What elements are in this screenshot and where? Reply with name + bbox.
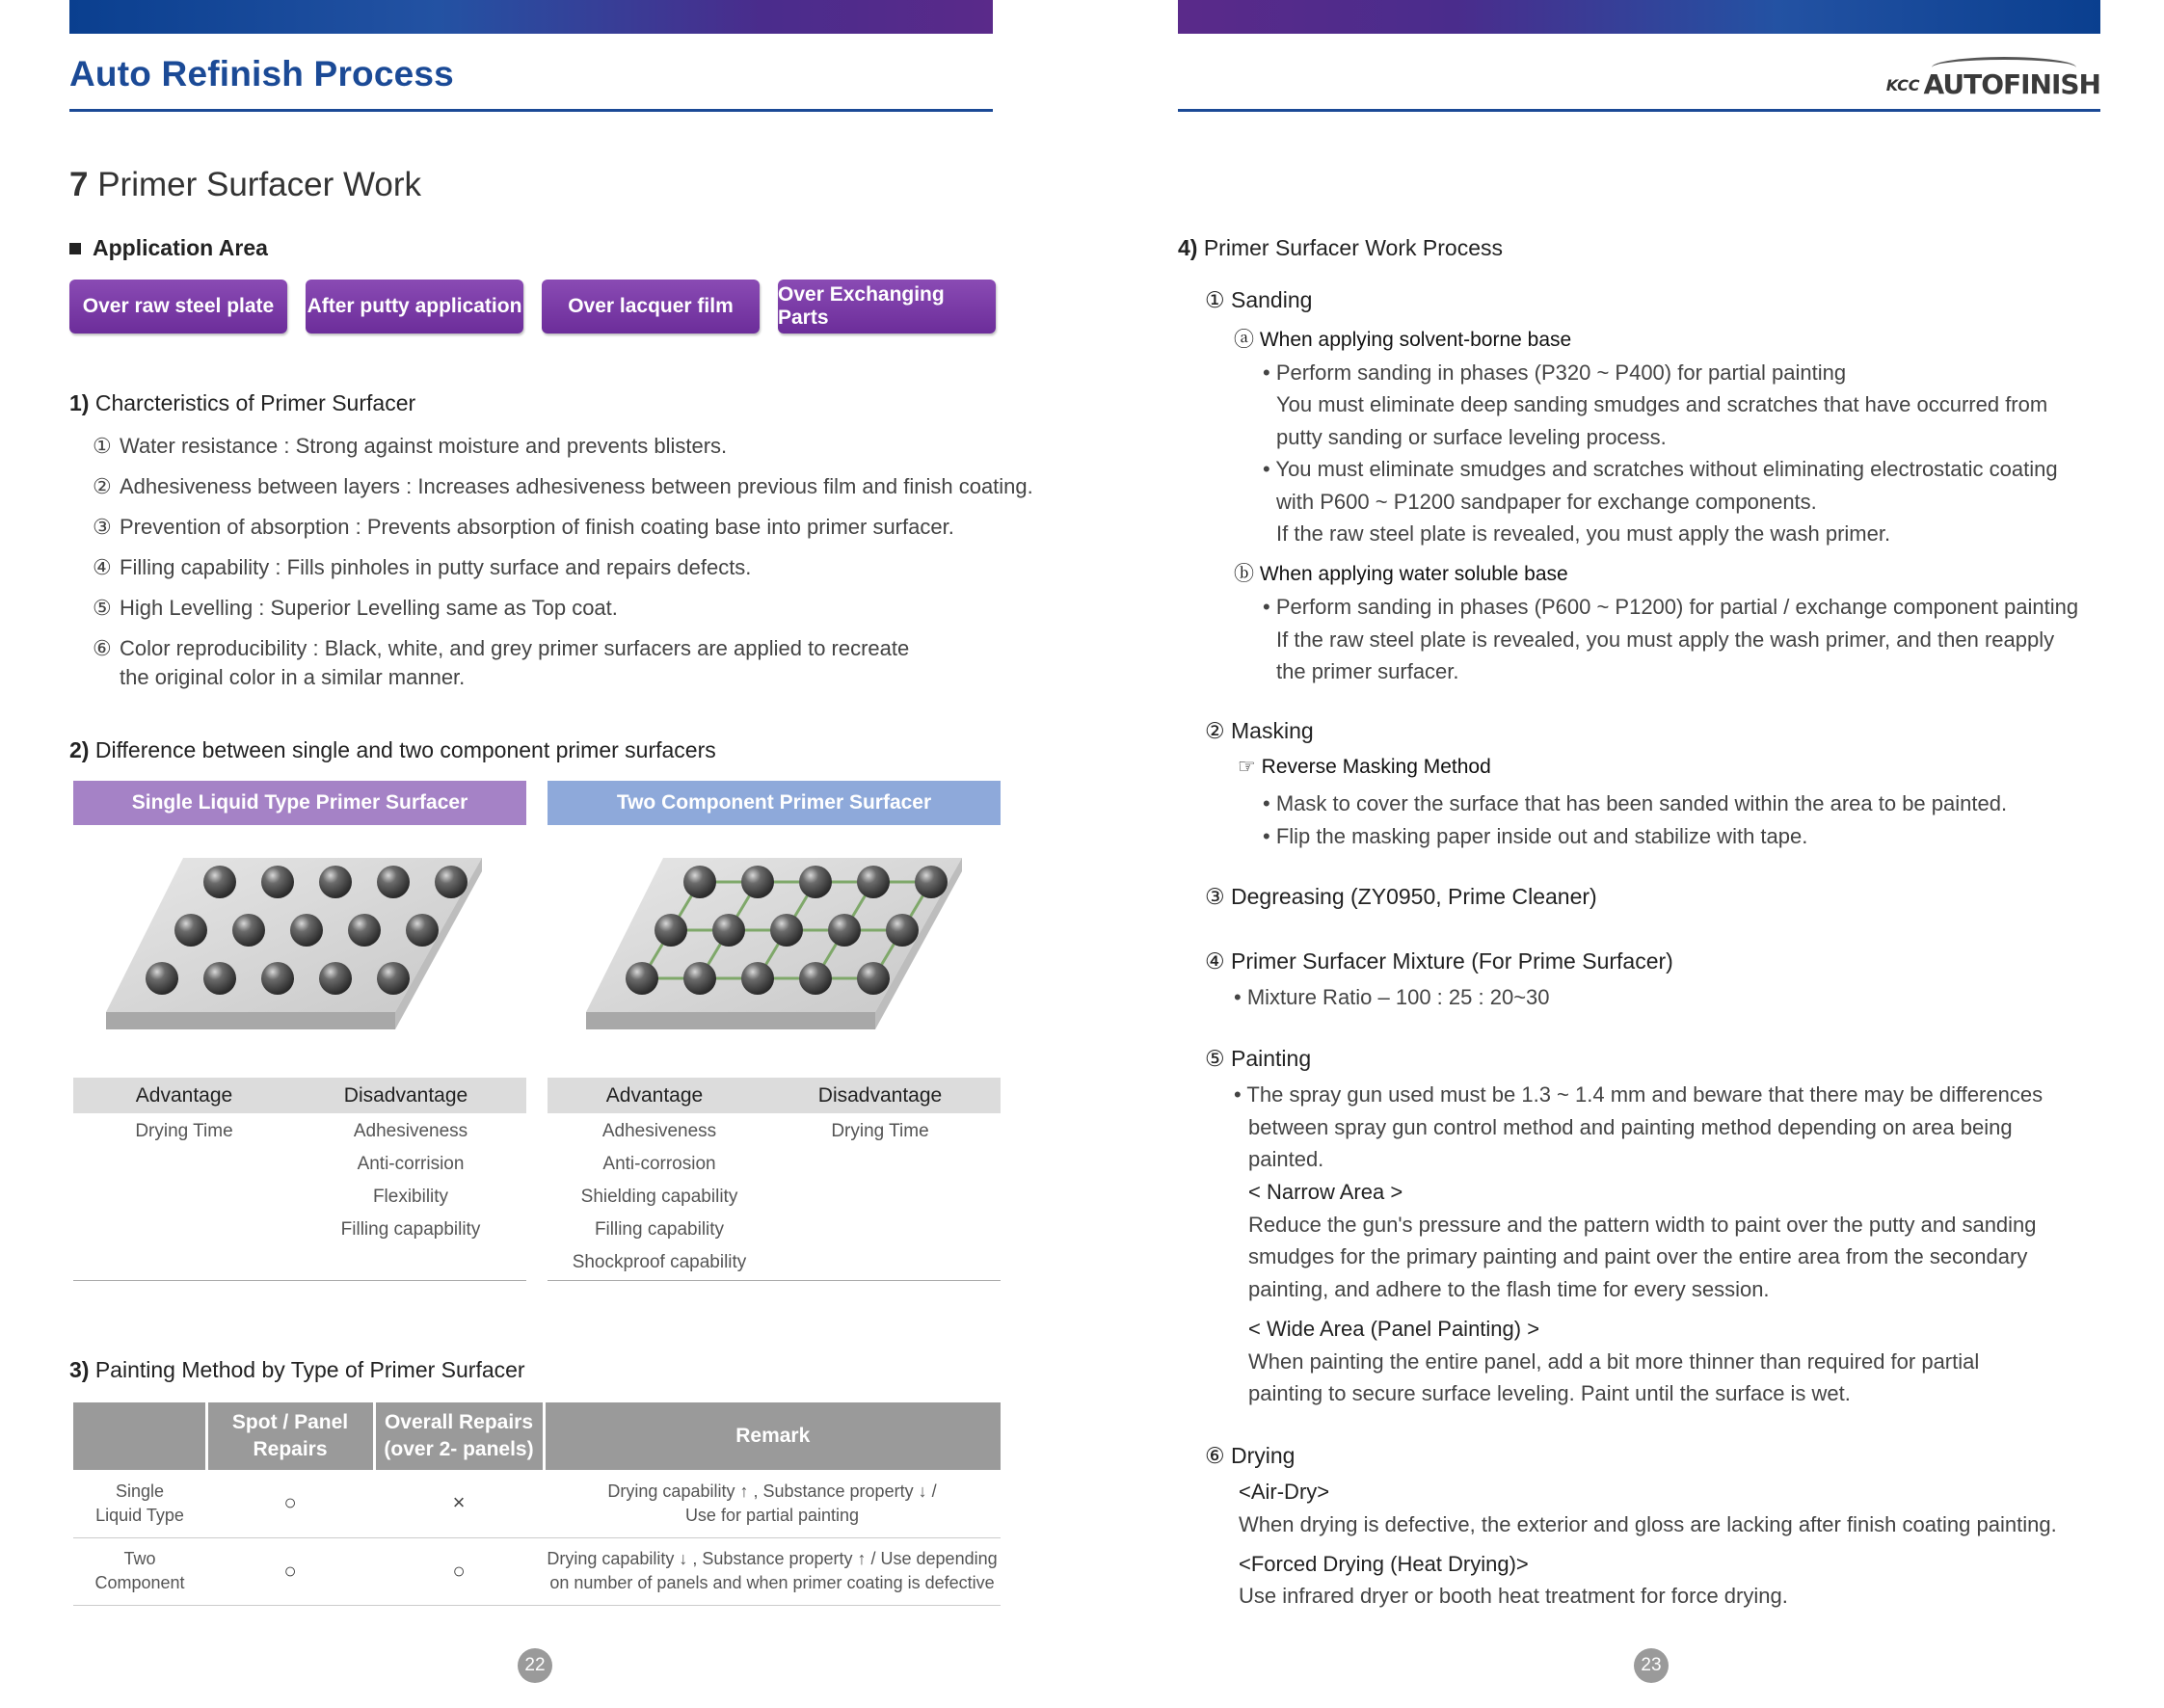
particle-ball (741, 962, 774, 995)
pill-after-putty: After putty application (306, 280, 523, 334)
painting-line: between spray gun control method and painting method depending on area being (1248, 1115, 2013, 1139)
particle-ball (799, 962, 832, 995)
sanding-b-line: If the raw steel plate is revealed, you must apply the wash primer, and then reapply (1276, 627, 2055, 652)
single-advantages: Drying Time (135, 1121, 233, 1141)
list-item-continuation: the original color in a similar manner. (120, 665, 466, 689)
table-cell: × (374, 1470, 544, 1537)
table-row (73, 1537, 1001, 1605)
air-dry-title: <Air-Dry> (1239, 1480, 1330, 1504)
two-adv-header: Advantage Disadvantage (548, 1078, 1001, 1113)
sanding-b-line: • Perform sanding in phases (P600 ~ P1200) for partial / exchange component painting (1263, 595, 2079, 619)
table-cell: ○ (374, 1537, 544, 1605)
two-disadvantages: Drying Time (831, 1121, 929, 1141)
sanding-title: ① Sanding (1205, 287, 1313, 312)
table-cell: ○ (206, 1470, 374, 1537)
mixture-title: ④ Primer Surfacer Mixture (For Prime Surfacer) (1205, 948, 1673, 974)
list-item: ③ Prevention of absorption : Prevents absorption of finish coating base into primer surfacer. (93, 515, 954, 539)
particle-ball (683, 962, 716, 995)
table-cell: Single Liquid Type (73, 1470, 206, 1537)
table-cell: Drying capability ↑ , Substance property ↓ / Use for partial painting (544, 1470, 1001, 1537)
table-header-cell: Remark (544, 1402, 1001, 1470)
header-divider (69, 109, 993, 112)
method-heading: 3) Painting Method by Type of Primer Surfacer (69, 1357, 525, 1382)
pill-exchanging-parts: Over Exchanging Parts (778, 280, 996, 334)
difference-heading: 2) Difference between single and two component primer surfacers (69, 737, 716, 762)
painting-line: painted. (1248, 1147, 1324, 1171)
particle-ball (348, 914, 381, 947)
section-number: 7 (69, 166, 89, 203)
particle-ball (799, 866, 832, 898)
single-disadvantages: Adhesiveness Anti-corrision Flexibility Filling capapbility (340, 1121, 481, 1240)
particle-ball (290, 914, 323, 947)
mixture-line: • Mixture Ratio – 100 : 25 : 20~30 (1234, 985, 1550, 1009)
single-adv-header: Advantage Disadvantage (73, 1078, 526, 1113)
application-area-pills (69, 280, 995, 335)
degreasing-title: ③ Degreasing (ZY0950, Prime Cleaner) (1205, 884, 1597, 909)
table-cell: Drying capability ↓ , Substance property ↑ / Use depending on number of panels and when primer coating is defective (544, 1537, 1001, 1605)
table-row (73, 1470, 1001, 1537)
narrow-area-line: smudges for the primary painting and paint over the entire area from the secondary (1248, 1244, 2028, 1268)
pill-raw-steel: Over raw steel plate (69, 280, 287, 334)
sanding-a-line: putty sanding or surface leveling process. (1276, 425, 1667, 449)
masking-line: • Mask to cover the surface that has been sanded within the area to be painted. (1263, 791, 2008, 815)
painting-line: • The spray gun used must be 1.3 ~ 1.4 mm and beware that there may be differences (1234, 1082, 2044, 1107)
drying-title: ⑥ Drying (1205, 1443, 1296, 1468)
header-divider (1178, 109, 2100, 112)
particle-ball (203, 962, 236, 995)
top-color-bar (69, 0, 993, 34)
sanding-a-line: You must eliminate deep sanding smudges and scratches that have occurred from (1276, 392, 2048, 416)
characteristics-heading: 1) Charcteristics of Primer Surfacer (69, 390, 416, 415)
single-liquid-illustration (106, 858, 492, 1041)
particle-ball (261, 866, 294, 898)
table-header-cell: Spot / Panel Repairs (206, 1402, 374, 1470)
single-table-bottom-rule (73, 1280, 526, 1281)
particle-ball (435, 866, 468, 898)
particle-ball (319, 962, 352, 995)
particle-ball (770, 914, 803, 947)
sanding-a-line: If the raw steel plate is revealed, you must apply the wash primer. (1276, 521, 1891, 546)
two-advantages: Adhesiveness Anti-corrosion Shielding capability Filling capability Shockproof capability (572, 1121, 747, 1272)
particle-ball (857, 866, 890, 898)
table-header-row (73, 1402, 1001, 1470)
list-item: ② Adhesiveness between layers : Increases adhesiveness between previous film and finish coating. (93, 474, 1033, 498)
particle-ball (377, 962, 410, 995)
sanding-a-line: with P600 ~ P1200 sandpaper for exchange components. (1276, 490, 1817, 514)
particle-ball (828, 914, 861, 947)
characteristics-list (93, 434, 1033, 694)
particle-ball (712, 914, 745, 947)
single-liquid-header: Single Liquid Type Primer Surfacer (73, 781, 526, 825)
particle-ball (203, 866, 236, 898)
particle-ball (626, 962, 658, 995)
car-roof-arc-icon (1932, 57, 2076, 78)
kcc-autofinish-logo: KCC AUTOFINISH (1886, 56, 2100, 100)
sanding-b-title: ⓑ When applying water soluble base (1234, 563, 1568, 585)
painting-title: ⑤ Painting (1205, 1046, 1312, 1071)
particle-ball (741, 866, 774, 898)
masking-sub: ☞ Reverse Masking Method (1238, 756, 1491, 778)
list-item: ⑥ Color reproducibility : Black, white, and grey primer surfacers are applied to recreate (93, 636, 910, 660)
two-component-header: Two Component Primer Surfacer (548, 781, 1001, 825)
particle-ball (232, 914, 265, 947)
list-item: ⑤ High Levelling : Superior Levelling same as Top coat. (93, 596, 618, 620)
particle-ball (655, 914, 687, 947)
painting-method-table (73, 1402, 1001, 1606)
table-cell: ○ (206, 1537, 374, 1605)
wide-area-line: When painting the entire panel, add a bit more thinner than required for partial (1248, 1349, 1980, 1374)
narrow-area-line: Reduce the gun's pressure and the pattern width to paint over the putty and sanding (1248, 1213, 2037, 1237)
two-component-illustration (586, 858, 972, 1041)
right-page (1082, 0, 2164, 1708)
list-item: ④ Filling capability : Fills pinholes in putty surface and repairs defects. (93, 555, 752, 579)
narrow-area-title: < Narrow Area > (1248, 1180, 1403, 1204)
forced-drying-title: <Forced Drying (Heat Drying)> (1239, 1552, 1529, 1576)
wide-area-title: < Wide Area (Panel Painting) > (1248, 1317, 1540, 1341)
list-item: ① Water resistance : Strong against moisture and prevents blisters. (93, 434, 728, 458)
section-title (69, 166, 421, 204)
particle-ball (857, 962, 890, 995)
two-table-bottom-rule (548, 1280, 1001, 1281)
table-cell: Two Component (73, 1537, 206, 1605)
masking-title: ② Masking (1205, 718, 1314, 743)
square-bullet-icon (69, 243, 81, 254)
top-color-bar (1178, 0, 2100, 34)
particle-ball (319, 866, 352, 898)
particle-ball (886, 914, 919, 947)
particle-ball (406, 914, 439, 947)
book-title: Auto Refinish Process (69, 54, 454, 93)
particle-ball (261, 962, 294, 995)
particle-ball (683, 866, 716, 898)
sanding-a-title: ⓐ When applying solvent-borne base (1234, 329, 1572, 351)
process-heading: 4) Primer Surfacer Work Process (1178, 235, 1503, 260)
particle-ball (174, 914, 207, 947)
page-number: 22 (518, 1648, 552, 1683)
particle-ball (377, 866, 410, 898)
wide-area-line: painting to secure surface leveling. Paint until the surface is wet. (1248, 1381, 1851, 1405)
sanding-a-line: • You must eliminate smudges and scratches without eliminating electrostatic coating (1263, 457, 2058, 481)
air-dry-line: When drying is defective, the exterior and gloss are lacking after finish coating painting. (1239, 1512, 2057, 1536)
particle-ball (915, 866, 948, 898)
particle-ball (146, 962, 178, 995)
pill-lacquer-film: Over lacquer film (542, 280, 760, 334)
section-title-text: Primer Surfacer Work (97, 166, 422, 203)
table-header-cell (73, 1402, 206, 1470)
narrow-area-line: painting, and adhere to the flash time for every session. (1248, 1277, 1770, 1301)
sanding-a-line: • Perform sanding in phases (P320 ~ P400) for partial painting (1263, 360, 1847, 385)
page-number: 23 (1634, 1648, 1669, 1683)
application-area-heading: Application Area (69, 235, 268, 261)
sanding-b-line: the primer surfacer. (1276, 659, 1459, 683)
forced-drying-line: Use infrared dryer or booth heat treatment for force drying. (1239, 1584, 1788, 1608)
table-header-cell: Overall Repairs (over 2- panels) (374, 1402, 544, 1470)
masking-line: • Flip the masking paper inside out and stabilize with tape. (1263, 824, 1808, 848)
